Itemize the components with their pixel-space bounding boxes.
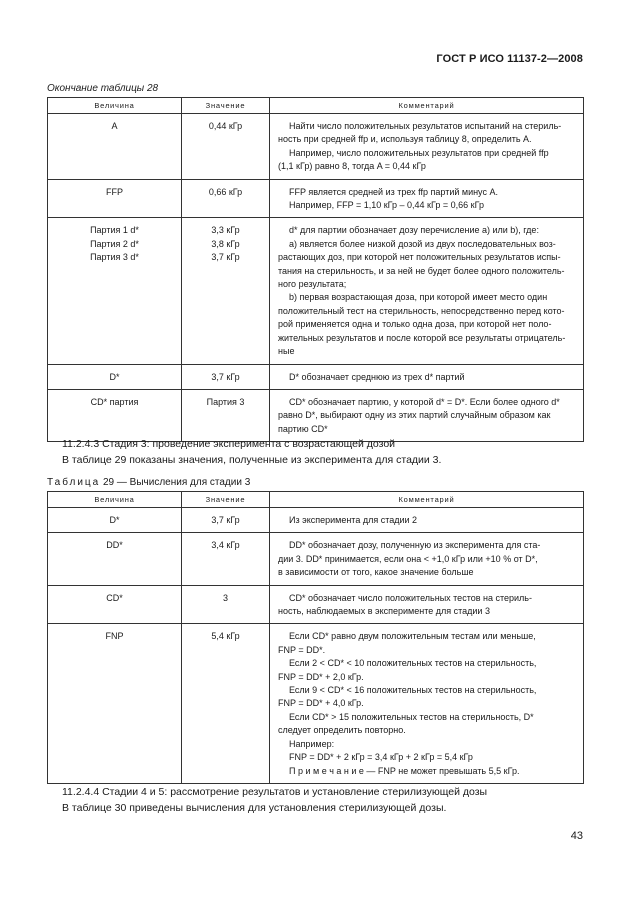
cell-comment-line: (1,1 кГр) равно 8, тогда A = 0,44 кГр — [278, 161, 426, 172]
cell-quantity — [48, 218, 182, 364]
cell-comment-line: ные — [278, 346, 295, 357]
column-header-quantity: Величина — [48, 492, 182, 508]
cell-quantity — [48, 179, 182, 218]
cell-comment — [270, 389, 584, 441]
cell-comment — [270, 533, 584, 585]
cell-quantity — [48, 624, 182, 783]
cell-comment-line: b) первая возрастающая доза, при которой имеет место один — [289, 292, 548, 303]
cell-comment-line: Если 2 < CD* < 10 положительных тестов на стерильность, — [289, 658, 537, 669]
cell-comment-line: партию CD* — [278, 423, 328, 434]
cell-quantity-line: D* — [109, 515, 120, 525]
cell-comment — [270, 218, 584, 364]
cell-comment-line: жительных результатов и после которой все результаты отрицатель- — [278, 332, 566, 343]
cell-comment-line: П р и м е ч а н и е — FNP не может превышать 5,5 кГр. — [289, 765, 520, 776]
cell-value-line: 3,4 кГр — [211, 540, 240, 551]
table-header-row — [48, 98, 584, 114]
section-heading-11-2-4-3: 11.2.4.3 Стадия 3: проведение эксперимента с возрастающей дозой — [62, 438, 396, 450]
table-row — [48, 179, 584, 218]
cell-comment-line: a) является более низкой дозой из двух последовательных воз- — [289, 238, 556, 249]
table-29 — [47, 491, 584, 784]
cell-value — [182, 364, 270, 389]
cell-value — [182, 508, 270, 533]
cell-comment — [270, 364, 584, 389]
cell-value — [182, 114, 270, 180]
table-row — [48, 364, 584, 389]
cell-comment-line: следует определить повторно. — [278, 725, 406, 736]
cell-value — [182, 585, 270, 624]
cell-value — [182, 179, 270, 218]
cell-value-line: 3,3 кГр — [211, 225, 240, 236]
cell-quantity — [48, 508, 182, 533]
cell-comment-line: Из эксперимента для стадии 2 — [289, 515, 418, 525]
cell-quantity-line: FNP — [105, 631, 124, 642]
cell-comment-line: Найти число положительных результатов испытаний на стериль- — [289, 121, 562, 131]
cell-comment-line: Если 9 < CD* < 16 положительных тестов на стерильность, — [289, 685, 537, 696]
cell-comment-line: ность, наблюдаемых в эксперименте для стадии 3 — [278, 606, 490, 617]
cell-quantity-line: Партия 2 d* — [90, 238, 139, 249]
table-row — [48, 508, 584, 533]
cell-comment-line: положительный тест на стерильность, непосредственно перед кото- — [278, 305, 565, 316]
cell-comment — [270, 508, 584, 533]
cell-quantity-line: CD* партия — [90, 396, 139, 407]
section-text-11-2-4-4: В таблице 30 приведены вычисления для установления стерилизующей дозы. — [62, 802, 447, 814]
table-row — [48, 218, 584, 364]
cell-comment — [270, 179, 584, 218]
section-text-11-2-4-3: В таблице 29 показаны значения, полученные из эксперимента для стадии 3. — [62, 454, 442, 466]
cell-comment-line: Например, число положительных результатов при средней ffp — [289, 147, 549, 158]
standard-id: ГОСТ Р ИСО 11137-2—2008 — [436, 53, 583, 65]
column-header-value: Значение — [182, 492, 270, 508]
cell-comment-line: FNP = DD* + 4,0 кГр. — [278, 698, 364, 709]
cell-quantity-line: CD* — [106, 592, 123, 603]
cell-comment-line: тания на стерильность, и за ней не будет более одного положитель- — [278, 265, 565, 276]
table-row — [48, 585, 584, 624]
table-28 — [47, 97, 584, 442]
cell-comment-line: равно D*, выбирают одну из этих партий случайным образом как — [278, 410, 551, 421]
cell-quantity-line: FFP — [106, 186, 123, 197]
cell-comment-line: FNP = DD*. — [278, 644, 326, 655]
cell-value-line: 3,8 кГр — [211, 238, 240, 249]
cell-value — [182, 533, 270, 585]
cell-comment — [270, 585, 584, 624]
cell-comment-line: Если CD* > 15 положительных тестов на стерильность, D* — [289, 711, 534, 722]
cell-value-line: 0,66 кГр — [208, 186, 243, 197]
column-header-quantity: Величина — [48, 98, 182, 114]
table-header-row — [48, 492, 584, 508]
cell-comment-line: растающих доз, при которой нет положительных результатов испы- — [278, 252, 561, 263]
cell-value-line: 3 — [222, 592, 228, 603]
cell-value — [182, 624, 270, 783]
cell-comment-line: Если CD* равно двум положительным тестам или меньше, — [289, 631, 536, 642]
column-header-comment: Комментарий — [270, 492, 584, 508]
cell-comment-line: CD* обозначает число положительных тестов на стериль- — [289, 592, 532, 603]
cell-comment-line: Например, FFP = 1,10 кГр – 0,44 кГр = 0,66 кГр — [289, 200, 484, 211]
cell-value-line: 3,7 кГр — [211, 371, 240, 382]
cell-comment-line: FFP является средней из трех ffp партий минус A. — [289, 186, 498, 197]
column-header-value: Значение — [182, 98, 270, 114]
cell-quantity — [48, 389, 182, 441]
cell-comment-line: Например: — [289, 738, 335, 749]
page-number: 43 — [570, 830, 583, 842]
section-heading-11-2-4-4: 11.2.4.4 Стадии 4 и 5: рассмотрение результатов и установление стерилизующей дозы — [62, 786, 488, 798]
table-row — [48, 624, 584, 783]
cell-value-line: 3,7 кГр — [211, 252, 240, 263]
cell-comment-line: D* обозначает среднюю из трех d* партий — [289, 371, 465, 382]
cell-quantity-line: Партия 1 d* — [90, 225, 139, 236]
cell-comment-line: DD* обозначает дозу, полученную из эксперимента для ста- — [289, 540, 541, 551]
cell-quantity-line: DD* — [106, 540, 123, 551]
cell-comment-line: ность при средней ffp и, используя таблицу 8, определить A. — [278, 134, 532, 145]
cell-comment-line: дии 3. DD* принимается, если она < +1,0 кГр или +10 % от D*, — [278, 553, 538, 564]
cell-comment-line: FNP = DD* + 2 кГр = 3,4 кГр + 2 кГр = 5,4 кГр — [289, 752, 473, 763]
table-row — [48, 114, 584, 180]
cell-value-line: 5,4 кГр — [211, 631, 240, 642]
cell-value-line: 0,44 кГр — [208, 121, 243, 131]
cell-value — [182, 389, 270, 441]
cell-value-line: 3,7 кГр — [211, 515, 240, 525]
cell-value — [182, 218, 270, 364]
cell-comment-line: d* для партии обозначает дозу перечисление a) или b), где: — [289, 225, 539, 236]
table-29-caption-text: 29 — Вычисления для стадии 3 — [103, 477, 251, 488]
cell-comment-line: FNP = DD* + 2,0 кГр. — [278, 671, 364, 682]
table-29-caption-prefix: Таблица — [47, 477, 101, 488]
table-29-caption — [47, 477, 250, 488]
cell-quantity-line: D* — [109, 371, 120, 382]
cell-comment — [270, 624, 584, 783]
cell-comment — [270, 114, 584, 180]
cell-quantity — [48, 585, 182, 624]
cell-quantity-line: A — [111, 121, 118, 131]
table-row — [48, 389, 584, 441]
table-row — [48, 533, 584, 585]
cell-comment-line: ного результата; — [278, 279, 347, 290]
cell-quantity — [48, 364, 182, 389]
table-28-caption: Окончание таблицы 28 — [47, 83, 159, 94]
cell-quantity — [48, 114, 182, 180]
cell-comment-line: CD* обозначает партию, у которой d* = D*. Если более одного d* — [289, 396, 560, 407]
cell-comment-line: рой применяется одна и только одна доза, при которой нет поло- — [278, 319, 552, 330]
cell-quantity-line: Партия 3 d* — [90, 252, 139, 263]
cell-comment-line: в зависимости от того, какое значение больше — [278, 567, 474, 578]
column-header-comment: Комментарий — [270, 98, 584, 114]
cell-quantity — [48, 533, 182, 585]
cell-value-line: Партия 3 — [206, 396, 245, 407]
